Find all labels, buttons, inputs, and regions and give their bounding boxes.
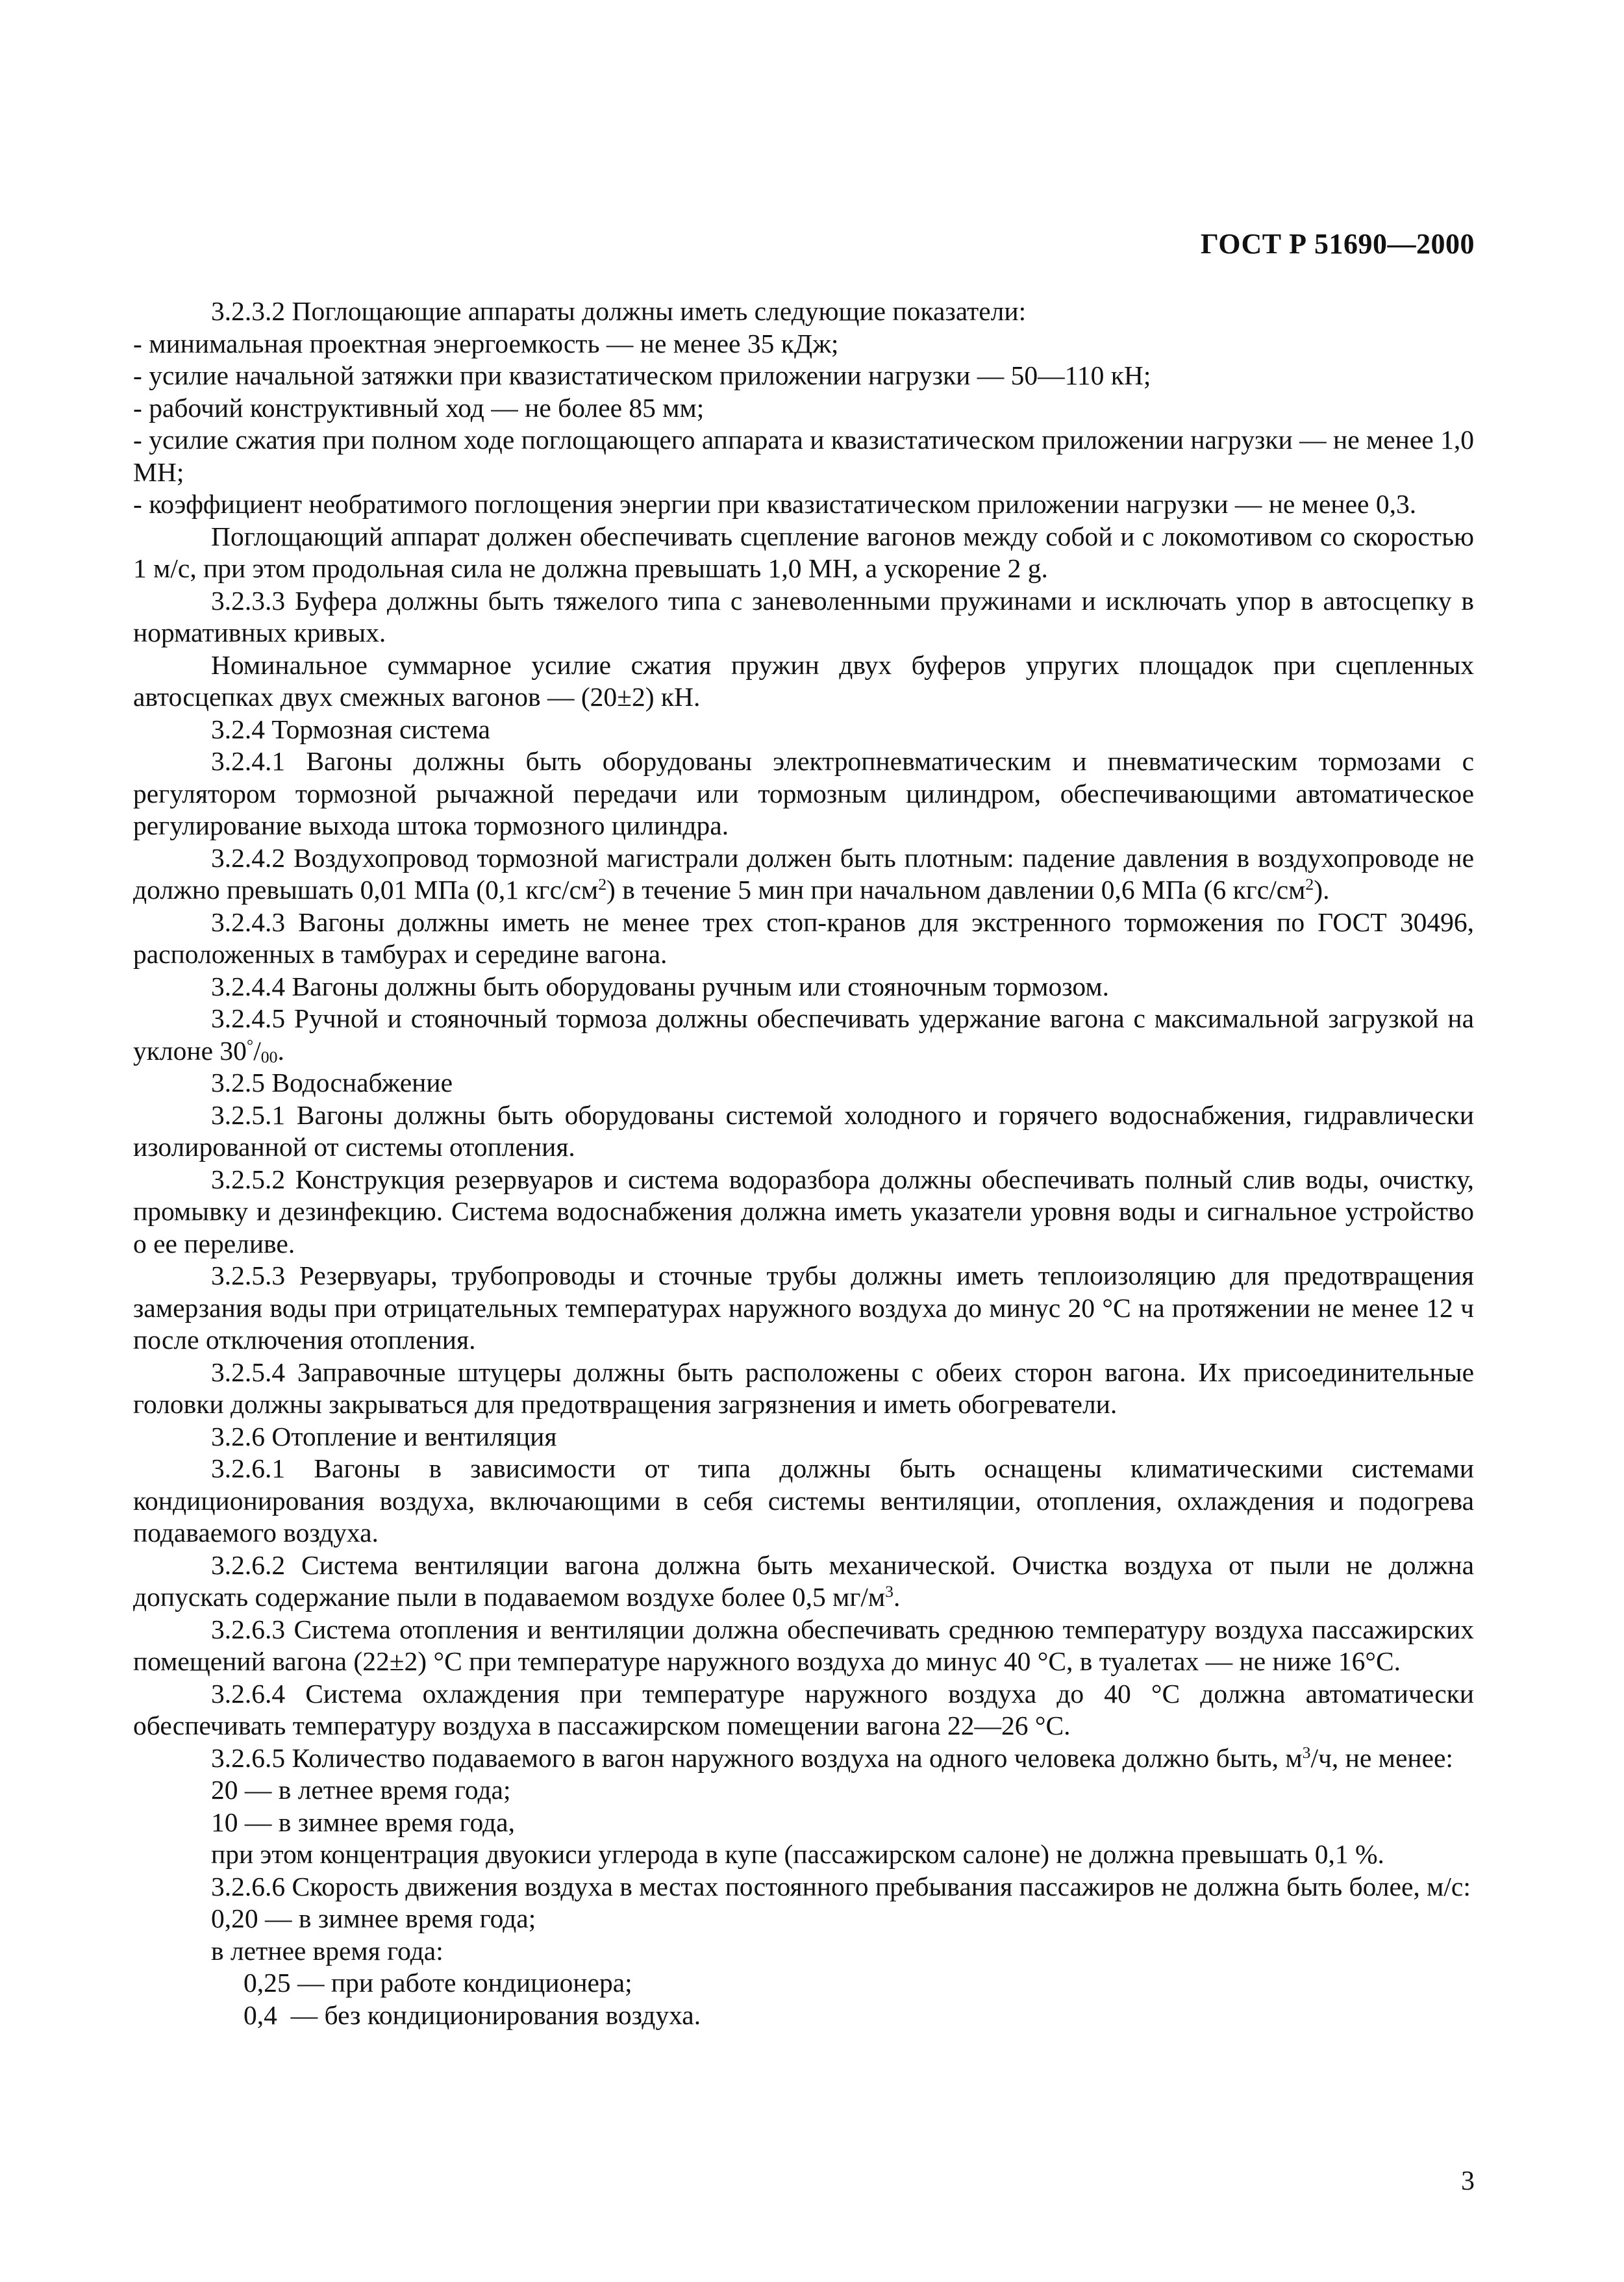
- superscript: 3: [885, 1581, 894, 1601]
- superscript: 2: [1305, 874, 1314, 894]
- list-item: 20 — в летнее время года;: [211, 1775, 511, 1805]
- list-item: 0,4 — без кондиционирования воздуха.: [244, 2000, 701, 2030]
- paragraph: при этом концентрация двуокиси углерода в купе (пассажирском салоне) не должна превышать 0,1 %.: [211, 1839, 1384, 1869]
- subscript: 00: [260, 1047, 278, 1066]
- list-item: - усилие начальной затяжки при квазистатическом приложении нагрузки — 50—110 кН;: [133, 360, 1151, 390]
- list-item: - рабочий конструктивный ход — не более 85 мм;: [133, 392, 705, 423]
- text-run: .: [893, 1582, 901, 1612]
- text-run: /ч, не менее:: [1310, 1742, 1453, 1773]
- list-item: 10 — в зимнее время года,: [211, 1807, 515, 1837]
- paragraph: Номинальное суммарное усилие сжатия пружин двух буферов упругих площадок при сцепленных автосцепках двух смежных вагонов — (20±2) кН.: [133, 649, 1474, 712]
- superscript: 3: [1302, 1742, 1311, 1762]
- text-run: 3.2.6.2 Система вентиляции вагона должна быть механической. Очистка воздуха от пыли не должна допускать содержание пыли в подаваемом воздухе более 0,5 мг/м: [133, 1549, 1474, 1612]
- paragraph: [133, 1003, 1474, 1067]
- list-item: - коэффициент необратимого поглощения энергии при квазистатическом приложении нагрузки — не менее 0,3.: [133, 489, 1417, 519]
- list-item: 0,25 — при работе кондиционера;: [244, 1968, 632, 1998]
- paragraph: 3.2.5.4 Заправочные штуцеры должны быть расположены с обеих сторон вагона. Их присоединительные головки должны закрываться для предотвращения загрязнения и иметь обогреватели.: [133, 1357, 1474, 1419]
- paragraph: Поглощающий аппарат должен обеспечивать сцепление вагонов между собой и с локомотивом со скоростью 1 м/с, при этом продольная сила не должна превышать 1,0 МН, а ускорение 2 g.: [133, 521, 1474, 583]
- paragraph: 3.2.3.3 Буфера должны быть тяжелого типа с заневоленными пружинами и исключать упор в автосцепку в нормативных кривых.: [133, 585, 1474, 647]
- paragraph: 3.2.6.4 Система охлаждения при температуре наружного воздуха до 40 °С должна автоматически обеспечивать температуру воздуха в пассажирском помещении вагона 22—26 °С.: [133, 1678, 1474, 1740]
- page-number: 3: [1461, 2166, 1475, 2196]
- paragraph: 3.2.4.4 Вагоны должны быть оборудованы ручным или стояночным тормозом.: [211, 971, 1109, 1001]
- paragraph: [133, 842, 1474, 907]
- document-header: ГОСТ Р 51690—2000: [1200, 228, 1475, 260]
- section-heading: 3.2.4 Тормозная система: [211, 714, 490, 744]
- paragraph: 3.2.5.1 Вагоны должны быть оборудованы системой холодного и горячего водоснабжения, гидравлически изолированной от системы отопления.: [133, 1099, 1474, 1162]
- text-run: 3.2.6.5 Количество подаваемого в вагон наружного воздуха на одного человека должно быть, м: [211, 1742, 1303, 1773]
- paragraph: 3.2.5.3 Резервуары, трубопроводы и сточные трубы должны иметь теплоизоляцию для предотвращения замерзания воды при отрицательных температурах наружного воздуха до минус 20 °С на протяжении не менее 12 ч после отключения отопления.: [133, 1260, 1474, 1355]
- text-run: .: [277, 1035, 284, 1066]
- paragraph: 3.2.4.3 Вагоны должны иметь не менее трех стоп-кранов для экстренного торможения по ГОСТ 30496, расположенных в тамбурах и середине вагона.: [133, 907, 1474, 969]
- section-heading: 3.2.5 Водоснабжение: [211, 1068, 453, 1097]
- paragraph: 3.2.3.2 Поглощающие аппараты должны иметь следующие показатели:: [211, 296, 1027, 326]
- list-item: - усилие сжатия при полном ходе поглощающего аппарата и квазистатическом приложении нагрузки — не менее 1,0 МН;: [133, 425, 1474, 487]
- section-heading: 3.2.6 Отопление и вентиляция: [211, 1421, 557, 1451]
- paragraph: 3.2.5.2 Конструкция резервуаров и система водоразбора должны обеспечивать полный слив воды, очистку, промывку и дезинфекцию. Система водоснабжения должна иметь указатели уровня воды и сигнальное устройство о ее переливе.: [133, 1164, 1474, 1259]
- document-body: [133, 295, 1474, 2031]
- list-item: 0,20 — в зимнее время года;: [211, 1903, 536, 1933]
- paragraph: 3.2.6.3 Система отопления и вентиляции должна обеспечивать среднюю температуру воздуха пассажирских помещений вагона (22±2) °С при температуре наружного воздуха до минус 40 °С, в туалетах — не ниже 16°С.: [133, 1614, 1474, 1676]
- paragraph: 3.2.4.1 Вагоны должны быть оборудованы электропневматическим и пневматическим тормозами с регулятором тормозной рычажной передачи или тормозным цилиндром, обеспечивающими автоматическое регулирование выхода штока тормозного цилиндра.: [133, 746, 1474, 840]
- text-run: 3.2.4.2 Воздухопровод тормозной магистрали должен быть плотным: падение давления в воздухопроводе не должно превышать 0,01 МПа (0,1 кгс/см: [133, 842, 1474, 905]
- text-run: ) в течение 5 мин при начальном давлении 0,6 МПа (6 кгс/см: [606, 875, 1306, 905]
- paragraph: 3.2.6.1 Вагоны в зависимости от типа должны быть оснащены климатическими системами кондиционирования воздуха, включающими в себя системы вентиляции, отопления, охлаждения и подогрева подаваемого воздуха.: [133, 1453, 1474, 1548]
- text-run: /: [253, 1035, 261, 1066]
- list-item: в летнее время года:: [211, 1935, 443, 1966]
- text-run: 3.2.4.5 Ручной и стояночный тормоза должны обеспечивать удержание вагона с максимальной загрузкой на уклоне 30: [133, 1003, 1474, 1066]
- paragraph: 3.2.6.6 Скорость движения воздуха в местах постоянного пребывания пассажиров не должна быть более, м/с:: [211, 1871, 1471, 1901]
- list-item: - минимальная проектная энергоемкость — не менее 35 кДж;: [133, 328, 839, 358]
- text-run: ).: [1314, 875, 1330, 905]
- paragraph: [133, 1742, 1474, 1775]
- superscript: 2: [598, 874, 607, 894]
- superscript: °: [246, 1035, 254, 1055]
- paragraph: [133, 1549, 1474, 1614]
